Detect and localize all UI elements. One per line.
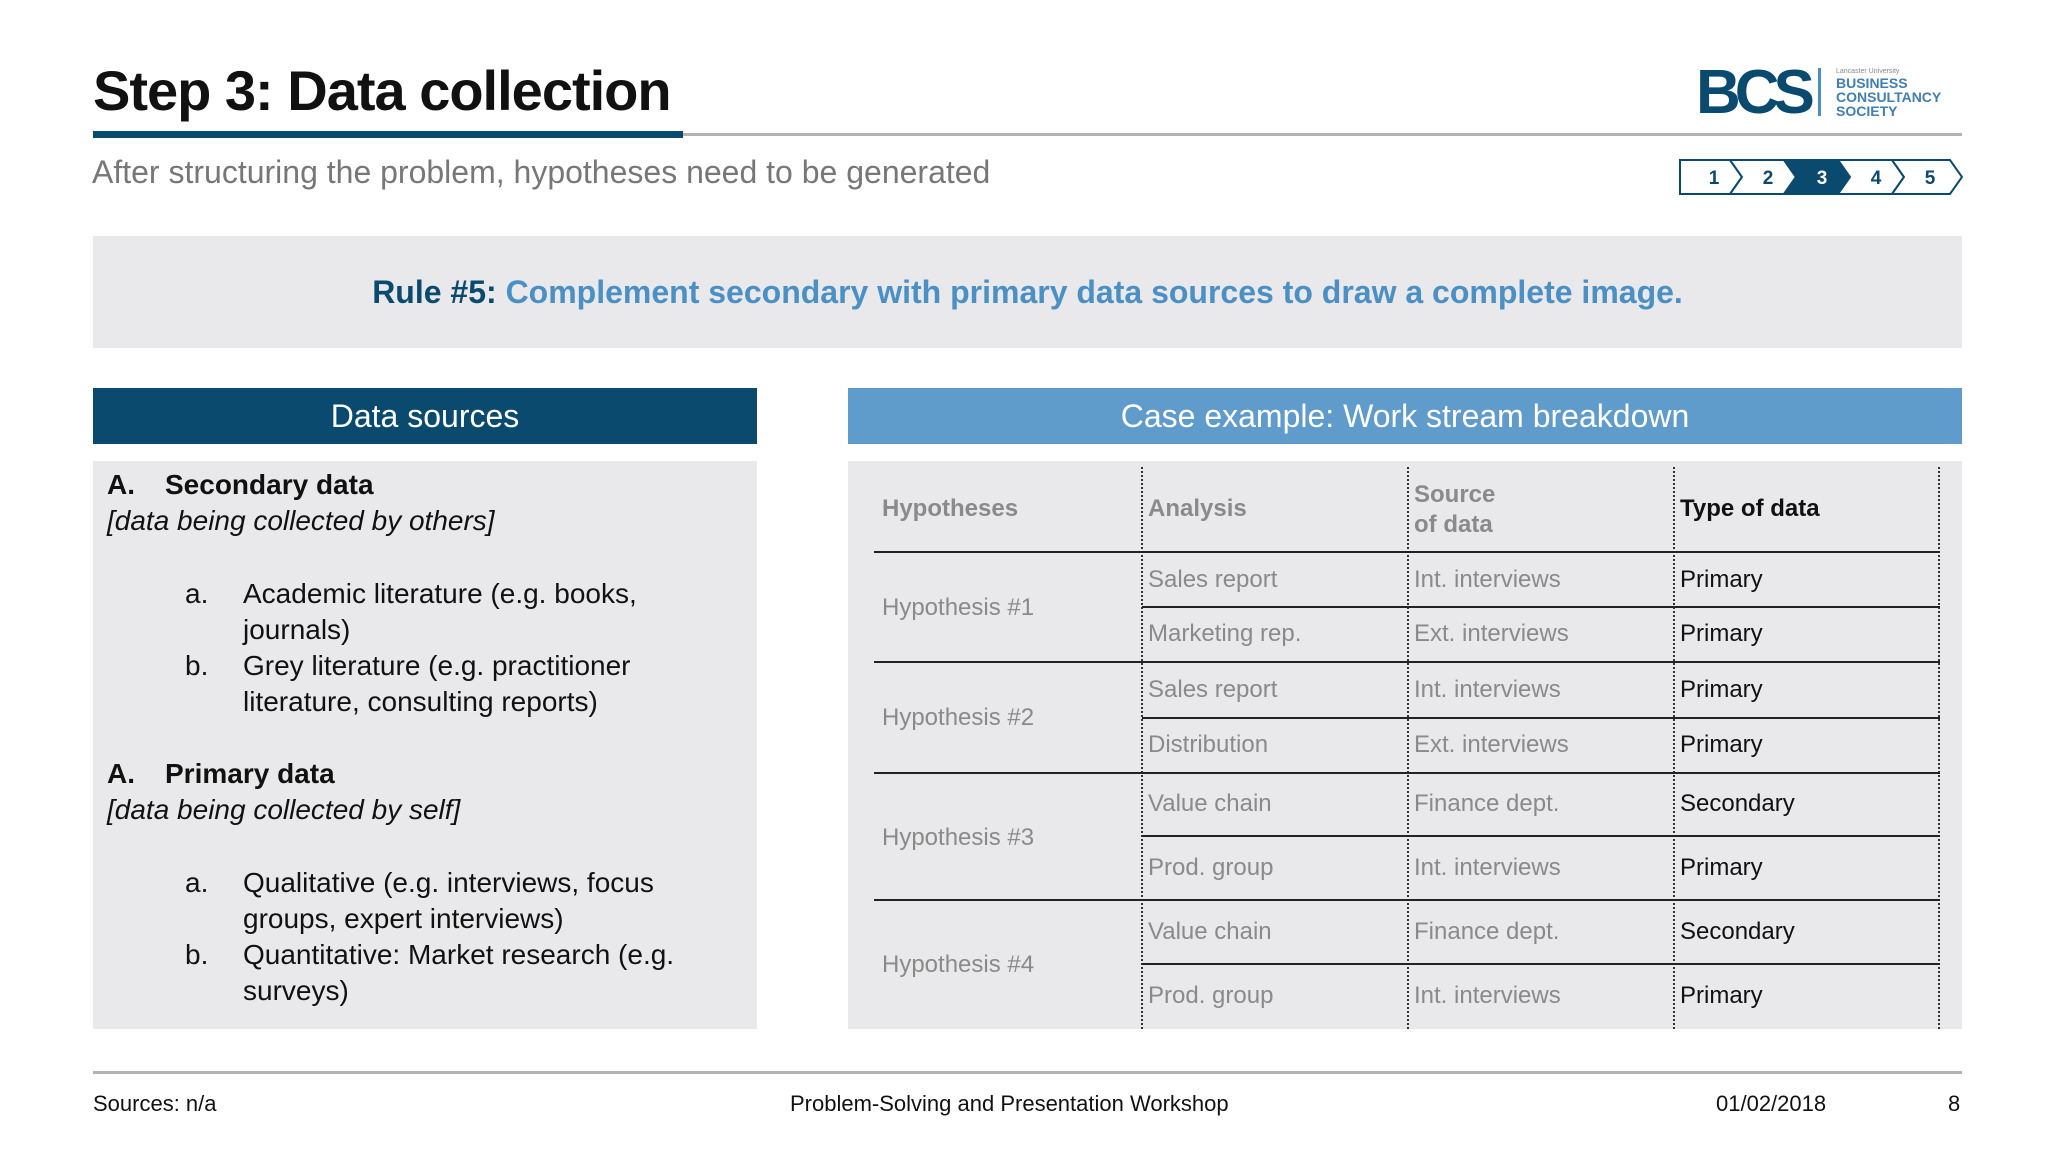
primary-item-a-line-1: Qualitative (e.g. interviews, focus	[243, 867, 654, 898]
type-cell: Primary	[1680, 620, 1763, 647]
logo-line-2: CONSULTANCY	[1836, 89, 1942, 105]
analysis-cell: Distribution	[1148, 731, 1269, 758]
row-divider	[874, 661, 1940, 663]
column-header-source-line-2: of data	[1414, 511, 1493, 538]
analysis-cell: Value chain	[1148, 790, 1272, 817]
source-cell: Finance dept.	[1414, 918, 1560, 945]
source-cell: Ext. interviews	[1414, 620, 1569, 647]
analysis-cell: Prod. group	[1148, 982, 1274, 1009]
data-sources-header: Data sources	[93, 388, 757, 444]
primary-heading: Primary data	[165, 758, 335, 789]
page-subtitle: After structuring the problem, hypotheses need to be generated	[92, 154, 991, 190]
row-divider	[874, 899, 1940, 901]
primary-item-b-line-2: surveys)	[243, 975, 349, 1006]
type-cell: Primary	[1680, 854, 1763, 881]
source-cell: Int. interviews	[1414, 982, 1561, 1009]
row-divider	[874, 772, 1940, 774]
row-divider	[874, 551, 1940, 553]
logo-divider	[1818, 68, 1821, 116]
type-cell: Primary	[1680, 982, 1763, 1009]
analysis-cell: Prod. group	[1148, 854, 1274, 881]
type-cell: Primary	[1680, 731, 1763, 758]
footer-rule	[93, 1071, 1962, 1074]
column-header-type: Type of data	[1680, 495, 1820, 522]
rule-text	[93, 274, 1962, 311]
step-4-label: 4	[1870, 168, 1882, 189]
logo-line-3: SOCIETY	[1836, 103, 1898, 119]
type-cell: Secondary	[1680, 790, 1795, 817]
title-underline	[683, 133, 1962, 136]
row-divider	[1142, 717, 1940, 719]
title-underline-accent	[93, 131, 683, 138]
logo-text	[1836, 68, 1976, 118]
column-header-analysis: Analysis	[1148, 495, 1247, 522]
footer-date: 01/02/2018	[1716, 1091, 1827, 1116]
secondary-item-b-marker: b.	[185, 650, 209, 681]
hypothesis-label: Hypothesis #2	[882, 704, 1035, 731]
secondary-item-b-line-1: Grey literature (e.g. practitioner	[243, 650, 631, 681]
rule-label: Rule #5:	[372, 274, 497, 310]
column-header-hypotheses: Hypotheses	[882, 495, 1019, 522]
secondary-item-b-line-2: literature, consulting reports)	[243, 686, 598, 717]
logo-mark	[1696, 60, 1809, 126]
source-cell: Int. interviews	[1414, 676, 1561, 703]
analysis-cell: Marketing rep.	[1148, 620, 1302, 647]
case-example-table	[848, 461, 1962, 1029]
secondary-note: [data being collected by others]	[107, 505, 495, 536]
step-2-label: 2	[1762, 168, 1774, 189]
secondary-item-a-line-2: journals)	[243, 614, 351, 645]
footer-title: Problem-Solving and Presentation Workshop	[790, 1091, 1229, 1116]
logo-mark-text: BCS	[1696, 58, 1809, 127]
secondary-heading: Secondary data	[165, 469, 374, 500]
primary-item-b-marker: b.	[185, 939, 209, 970]
row-divider	[1142, 963, 1940, 965]
analysis-cell: Sales report	[1148, 676, 1278, 703]
rule-body: Complement secondary with primary data sources to draw a complete image.	[505, 274, 1683, 310]
logo-line-1: BUSINESS	[1836, 75, 1908, 91]
footer-sources: Sources: n/a	[93, 1091, 217, 1116]
type-cell: Primary	[1680, 566, 1763, 593]
hypothesis-label: Hypothesis #4	[882, 951, 1035, 978]
source-cell: Finance dept.	[1414, 790, 1560, 817]
secondary-item-a-marker: a.	[185, 578, 209, 609]
primary-item-a-marker: a.	[185, 867, 209, 898]
primary-item-b-line-1: Quantitative: Market research (e.g.	[243, 939, 675, 970]
source-cell: Ext. interviews	[1414, 731, 1569, 758]
source-cell: Int. interviews	[1414, 854, 1561, 881]
primary-marker: A.	[107, 758, 135, 789]
row-divider	[1142, 606, 1940, 608]
primary-note: [data being collected by self]	[107, 794, 461, 825]
step-indicator	[1678, 158, 1966, 196]
page-number: 8	[1948, 1091, 1961, 1116]
secondary-marker: A.	[107, 469, 135, 500]
step-5-label: 5	[1924, 168, 1936, 189]
type-cell: Secondary	[1680, 918, 1795, 945]
type-cell: Primary	[1680, 676, 1763, 703]
analysis-cell: Sales report	[1148, 566, 1278, 593]
rule-banner	[93, 236, 1962, 348]
hypothesis-label: Hypothesis #3	[882, 824, 1035, 851]
page-title: Step 3: Data collection	[93, 59, 671, 122]
logo-small-text: Lancaster University	[1836, 68, 1900, 75]
analysis-cell: Value chain	[1148, 918, 1272, 945]
secondary-item-a-line-1: Academic literature (e.g. books,	[243, 578, 637, 609]
primary-item-a-line-2: groups, expert interviews)	[243, 903, 564, 934]
row-divider	[1142, 835, 1940, 837]
column-header-source-line-1: Source	[1414, 481, 1496, 508]
step-3-label: 3	[1816, 168, 1828, 189]
hypothesis-label: Hypothesis #1	[882, 594, 1035, 621]
data-sources-panel	[93, 461, 757, 1029]
source-cell: Int. interviews	[1414, 566, 1561, 593]
case-example-header: Case example: Work stream breakdown	[848, 388, 1962, 444]
step-1-label: 1	[1708, 168, 1720, 189]
